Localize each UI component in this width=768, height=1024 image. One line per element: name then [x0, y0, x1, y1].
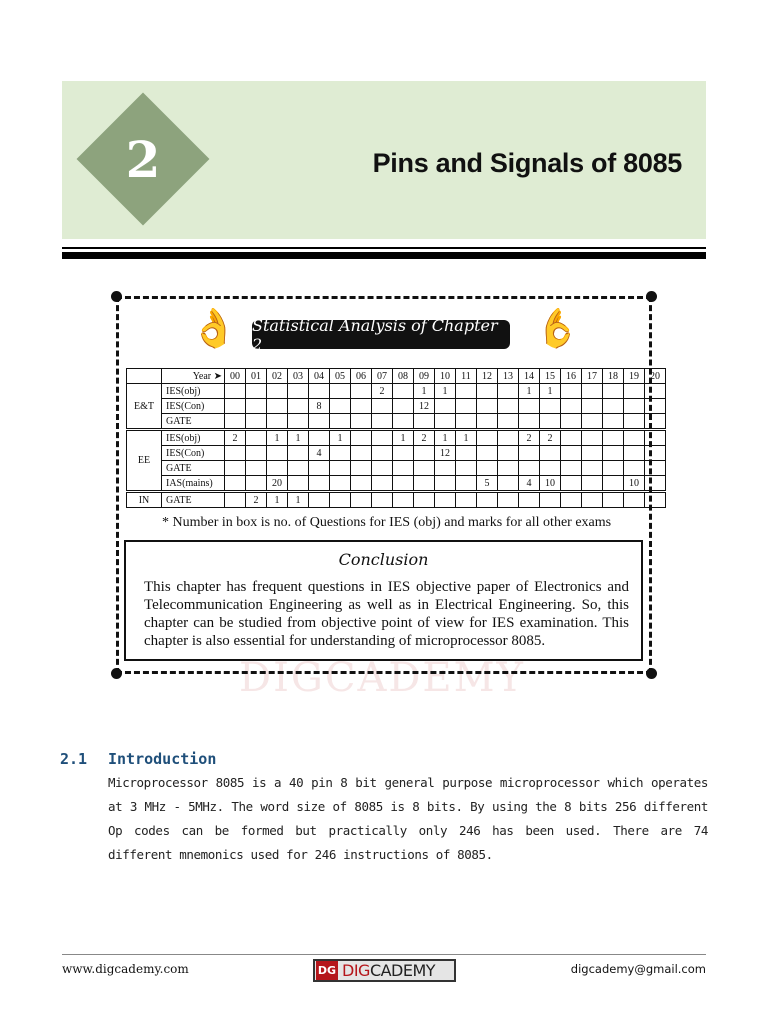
value-cell [246, 399, 267, 414]
year-header-cell: 05 [330, 369, 351, 384]
value-cell [267, 399, 288, 414]
value-cell: 1 [267, 430, 288, 446]
value-cell: 12 [435, 446, 456, 461]
value-cell [603, 399, 624, 414]
group-label-cell: EE [127, 430, 162, 492]
frame-corner-dot [646, 291, 657, 302]
value-cell: 2 [414, 430, 435, 446]
value-cell [456, 399, 477, 414]
ok-hand-icon: 👌 [190, 306, 238, 350]
value-cell [624, 414, 645, 430]
value-cell: 1 [288, 492, 309, 508]
value-cell [561, 399, 582, 414]
value-cell: 1 [288, 430, 309, 446]
value-cell [435, 399, 456, 414]
value-cell: 4 [519, 476, 540, 492]
value-cell [330, 461, 351, 476]
footer-logo [313, 959, 456, 982]
value-cell: 1 [267, 492, 288, 508]
value-cell: 2 [519, 430, 540, 446]
header-rule-thick [62, 252, 706, 259]
value-cell [540, 399, 561, 414]
value-cell [351, 430, 372, 446]
value-cell [561, 384, 582, 399]
value-cell [330, 476, 351, 492]
year-header-cell: 04 [309, 369, 330, 384]
value-cell [246, 384, 267, 399]
analysis-title-pill [252, 315, 510, 354]
value-cell [561, 430, 582, 446]
value-cell [603, 384, 624, 399]
year-header-cell: 18 [603, 369, 624, 384]
value-cell [330, 414, 351, 430]
table-row [127, 414, 666, 430]
value-cell [498, 399, 519, 414]
value-cell [456, 461, 477, 476]
value-cell [372, 446, 393, 461]
value-cell [372, 492, 393, 508]
value-cell: 12 [414, 399, 435, 414]
group-label-cell: IN [127, 492, 162, 508]
value-cell [309, 476, 330, 492]
watermark-text: DIGCADEMY [239, 655, 525, 701]
table-row [127, 399, 666, 414]
value-cell: 2 [246, 492, 267, 508]
value-cell: 8 [309, 399, 330, 414]
value-cell [393, 461, 414, 476]
value-cell [498, 492, 519, 508]
value-cell: 1 [456, 430, 477, 446]
logo-word-a: DIG [342, 961, 370, 980]
value-cell [561, 461, 582, 476]
value-cell: 10 [624, 476, 645, 492]
value-cell [582, 492, 603, 508]
table-row [127, 461, 666, 476]
value-cell: 20 [267, 476, 288, 492]
table-row [127, 430, 666, 446]
value-cell [603, 414, 624, 430]
value-cell [288, 476, 309, 492]
value-cell [288, 414, 309, 430]
value-cell [645, 399, 666, 414]
value-cell [309, 492, 330, 508]
value-cell [351, 492, 372, 508]
value-cell: 1 [393, 430, 414, 446]
value-cell [393, 476, 414, 492]
value-cell [582, 414, 603, 430]
value-cell [372, 414, 393, 430]
footer-email[interactable]: digcademy@gmail.com [570, 962, 706, 976]
logo-word-b: CADEMY [369, 961, 436, 980]
chapter-number: 2 [125, 129, 161, 189]
value-cell [267, 461, 288, 476]
footer-website[interactable]: www.digcademy.com [62, 962, 189, 976]
conclusion-box [124, 540, 643, 661]
value-cell [414, 492, 435, 508]
value-cell [561, 476, 582, 492]
value-cell [519, 461, 540, 476]
chapter-title: Pins and Signals of 8085 [372, 148, 682, 178]
value-cell [372, 476, 393, 492]
value-cell [456, 384, 477, 399]
exam-label-cell: IES(obj) [162, 430, 225, 446]
value-cell [603, 446, 624, 461]
value-cell [372, 461, 393, 476]
value-cell [477, 399, 498, 414]
value-cell [498, 384, 519, 399]
value-cell [351, 384, 372, 399]
year-header-cell: 03 [288, 369, 309, 384]
value-cell [540, 461, 561, 476]
statistics-table [126, 368, 666, 508]
value-cell [645, 446, 666, 461]
year-header-cell: 09 [414, 369, 435, 384]
value-cell [456, 446, 477, 461]
value-cell [477, 492, 498, 508]
value-cell [225, 399, 246, 414]
value-cell [246, 461, 267, 476]
year-header-cell: 00 [225, 369, 246, 384]
value-cell [561, 446, 582, 461]
value-cell [435, 461, 456, 476]
value-cell [645, 414, 666, 430]
conclusion-text: This chapter has frequent questions in IES objective paper of Electronics and Telecommunication Engineering as well as in Electrical Engineering. So, this chapter can be studied from objective point of view for IES examination. This chapter is also essential for understanding of microprocessor 8085. [144, 579, 629, 649]
value-cell [645, 461, 666, 476]
value-cell [477, 446, 498, 461]
year-header-label: Year ➤ [162, 369, 225, 384]
value-cell: 10 [540, 476, 561, 492]
value-cell: 2 [540, 430, 561, 446]
value-cell [309, 414, 330, 430]
value-cell [267, 384, 288, 399]
year-header-cell: 07 [372, 369, 393, 384]
value-cell: 1 [540, 384, 561, 399]
value-cell: 1 [330, 430, 351, 446]
value-cell [498, 446, 519, 461]
value-cell [456, 476, 477, 492]
value-cell [582, 461, 603, 476]
value-cell [246, 476, 267, 492]
value-cell [351, 399, 372, 414]
value-cell [498, 430, 519, 446]
value-cell [225, 414, 246, 430]
value-cell [519, 446, 540, 461]
value-cell [582, 446, 603, 461]
value-cell [645, 492, 666, 508]
value-cell [498, 476, 519, 492]
table-row [127, 492, 666, 508]
table-row [127, 384, 666, 399]
value-cell [603, 461, 624, 476]
value-cell [330, 399, 351, 414]
value-cell [582, 384, 603, 399]
year-header-cell: 06 [351, 369, 372, 384]
exam-label-cell: IAS(mains) [162, 476, 225, 492]
value-cell [540, 492, 561, 508]
value-cell [519, 492, 540, 508]
value-cell [435, 492, 456, 508]
value-cell [393, 492, 414, 508]
footer-rule [62, 954, 706, 955]
year-header-cell: 11 [456, 369, 477, 384]
value-cell [456, 414, 477, 430]
value-cell [288, 446, 309, 461]
value-cell [624, 446, 645, 461]
logo-wordmark [342, 961, 435, 980]
value-cell [624, 461, 645, 476]
value-cell [477, 430, 498, 446]
value-cell [225, 476, 246, 492]
year-header-cell: 20 [645, 369, 666, 384]
value-cell [582, 399, 603, 414]
year-header-cell: 14 [519, 369, 540, 384]
value-cell [225, 492, 246, 508]
header-rule-thin [62, 247, 706, 249]
value-cell [645, 430, 666, 446]
value-cell [603, 430, 624, 446]
value-cell [414, 414, 435, 430]
table-footnote: * Number in box is no. of Questions for IES (obj) and marks for all other exams [162, 515, 612, 530]
value-cell [540, 414, 561, 430]
value-cell [561, 492, 582, 508]
value-cell [519, 414, 540, 430]
value-cell [372, 399, 393, 414]
year-header-cell: 16 [561, 369, 582, 384]
value-cell [582, 430, 603, 446]
year-header-cell: 19 [624, 369, 645, 384]
value-cell [540, 446, 561, 461]
value-cell: 5 [477, 476, 498, 492]
value-cell [246, 446, 267, 461]
value-cell [624, 492, 645, 508]
value-cell [288, 384, 309, 399]
value-cell [267, 446, 288, 461]
value-cell [414, 476, 435, 492]
value-cell [393, 446, 414, 461]
value-cell [582, 476, 603, 492]
value-cell [498, 414, 519, 430]
value-cell [267, 414, 288, 430]
logo-mark: DG [316, 961, 338, 980]
value-cell: 1 [435, 384, 456, 399]
value-cell [519, 399, 540, 414]
frame-corner-dot [111, 668, 122, 679]
value-cell [351, 414, 372, 430]
exam-label-cell: IES(Con) [162, 446, 225, 461]
value-cell [414, 461, 435, 476]
year-header-cell: 08 [393, 369, 414, 384]
section-body: Microprocessor 8085 is a 40 pin 8 bit general purpose microprocessor which operates at 3 MHz - 5MHz. The word size of 8085 is 8 bits. By using the 8 bits 256 different Op codes can be formed but practically only 246 has been used. There are 74 different mnemonics used for 246 instructions of 8085. [108, 775, 708, 862]
value-cell [477, 384, 498, 399]
exam-label-cell: IES(obj) [162, 384, 225, 399]
value-cell: 2 [372, 384, 393, 399]
value-cell [498, 461, 519, 476]
value-cell [624, 430, 645, 446]
value-cell [330, 492, 351, 508]
value-cell [351, 461, 372, 476]
value-cell: 1 [414, 384, 435, 399]
value-cell [351, 476, 372, 492]
year-header-cell: 10 [435, 369, 456, 384]
exam-label-cell: IES(Con) [162, 399, 225, 414]
value-cell: 1 [519, 384, 540, 399]
section-number: 2.1 [60, 750, 88, 768]
value-cell [456, 492, 477, 508]
value-cell [246, 414, 267, 430]
value-cell [225, 461, 246, 476]
year-header-cell: 01 [246, 369, 267, 384]
exam-label-cell: GATE [162, 492, 225, 508]
value-cell [225, 384, 246, 399]
year-header-cell: 17 [582, 369, 603, 384]
value-cell [288, 399, 309, 414]
year-header-cell: 12 [477, 369, 498, 384]
value-cell: 4 [309, 446, 330, 461]
value-cell [330, 446, 351, 461]
value-cell [372, 430, 393, 446]
section-title: Introduction [108, 750, 217, 768]
value-cell [225, 446, 246, 461]
value-cell [309, 461, 330, 476]
value-cell [435, 414, 456, 430]
value-cell [309, 384, 330, 399]
value-cell [330, 384, 351, 399]
year-header-cell: 15 [540, 369, 561, 384]
analysis-title: Statistical Analysis of Chapter 2 [252, 315, 498, 354]
conclusion-title: Conclusion [338, 550, 429, 569]
table-row [127, 476, 666, 492]
value-cell [393, 399, 414, 414]
value-cell [414, 446, 435, 461]
exam-label-cell: GATE [162, 414, 225, 430]
table-row [127, 446, 666, 461]
value-cell [246, 430, 267, 446]
value-cell [477, 414, 498, 430]
value-cell [645, 384, 666, 399]
value-cell [603, 476, 624, 492]
frame-corner-dot [646, 668, 657, 679]
frame-corner-dot [111, 291, 122, 302]
year-header-cell: 13 [498, 369, 519, 384]
value-cell [393, 414, 414, 430]
value-cell [624, 384, 645, 399]
value-cell: 2 [225, 430, 246, 446]
value-cell [561, 414, 582, 430]
table-corner-cell [127, 369, 162, 384]
value-cell [393, 384, 414, 399]
value-cell [477, 461, 498, 476]
group-label-cell: E&T [127, 384, 162, 430]
ok-hand-icon: 👌 [534, 306, 582, 350]
exam-label-cell: GATE [162, 461, 225, 476]
value-cell [435, 476, 456, 492]
value-cell [351, 446, 372, 461]
value-cell [288, 461, 309, 476]
year-header-cell: 02 [267, 369, 288, 384]
value-cell [603, 492, 624, 508]
value-cell [645, 476, 666, 492]
value-cell [309, 430, 330, 446]
value-cell: 1 [435, 430, 456, 446]
value-cell [624, 399, 645, 414]
